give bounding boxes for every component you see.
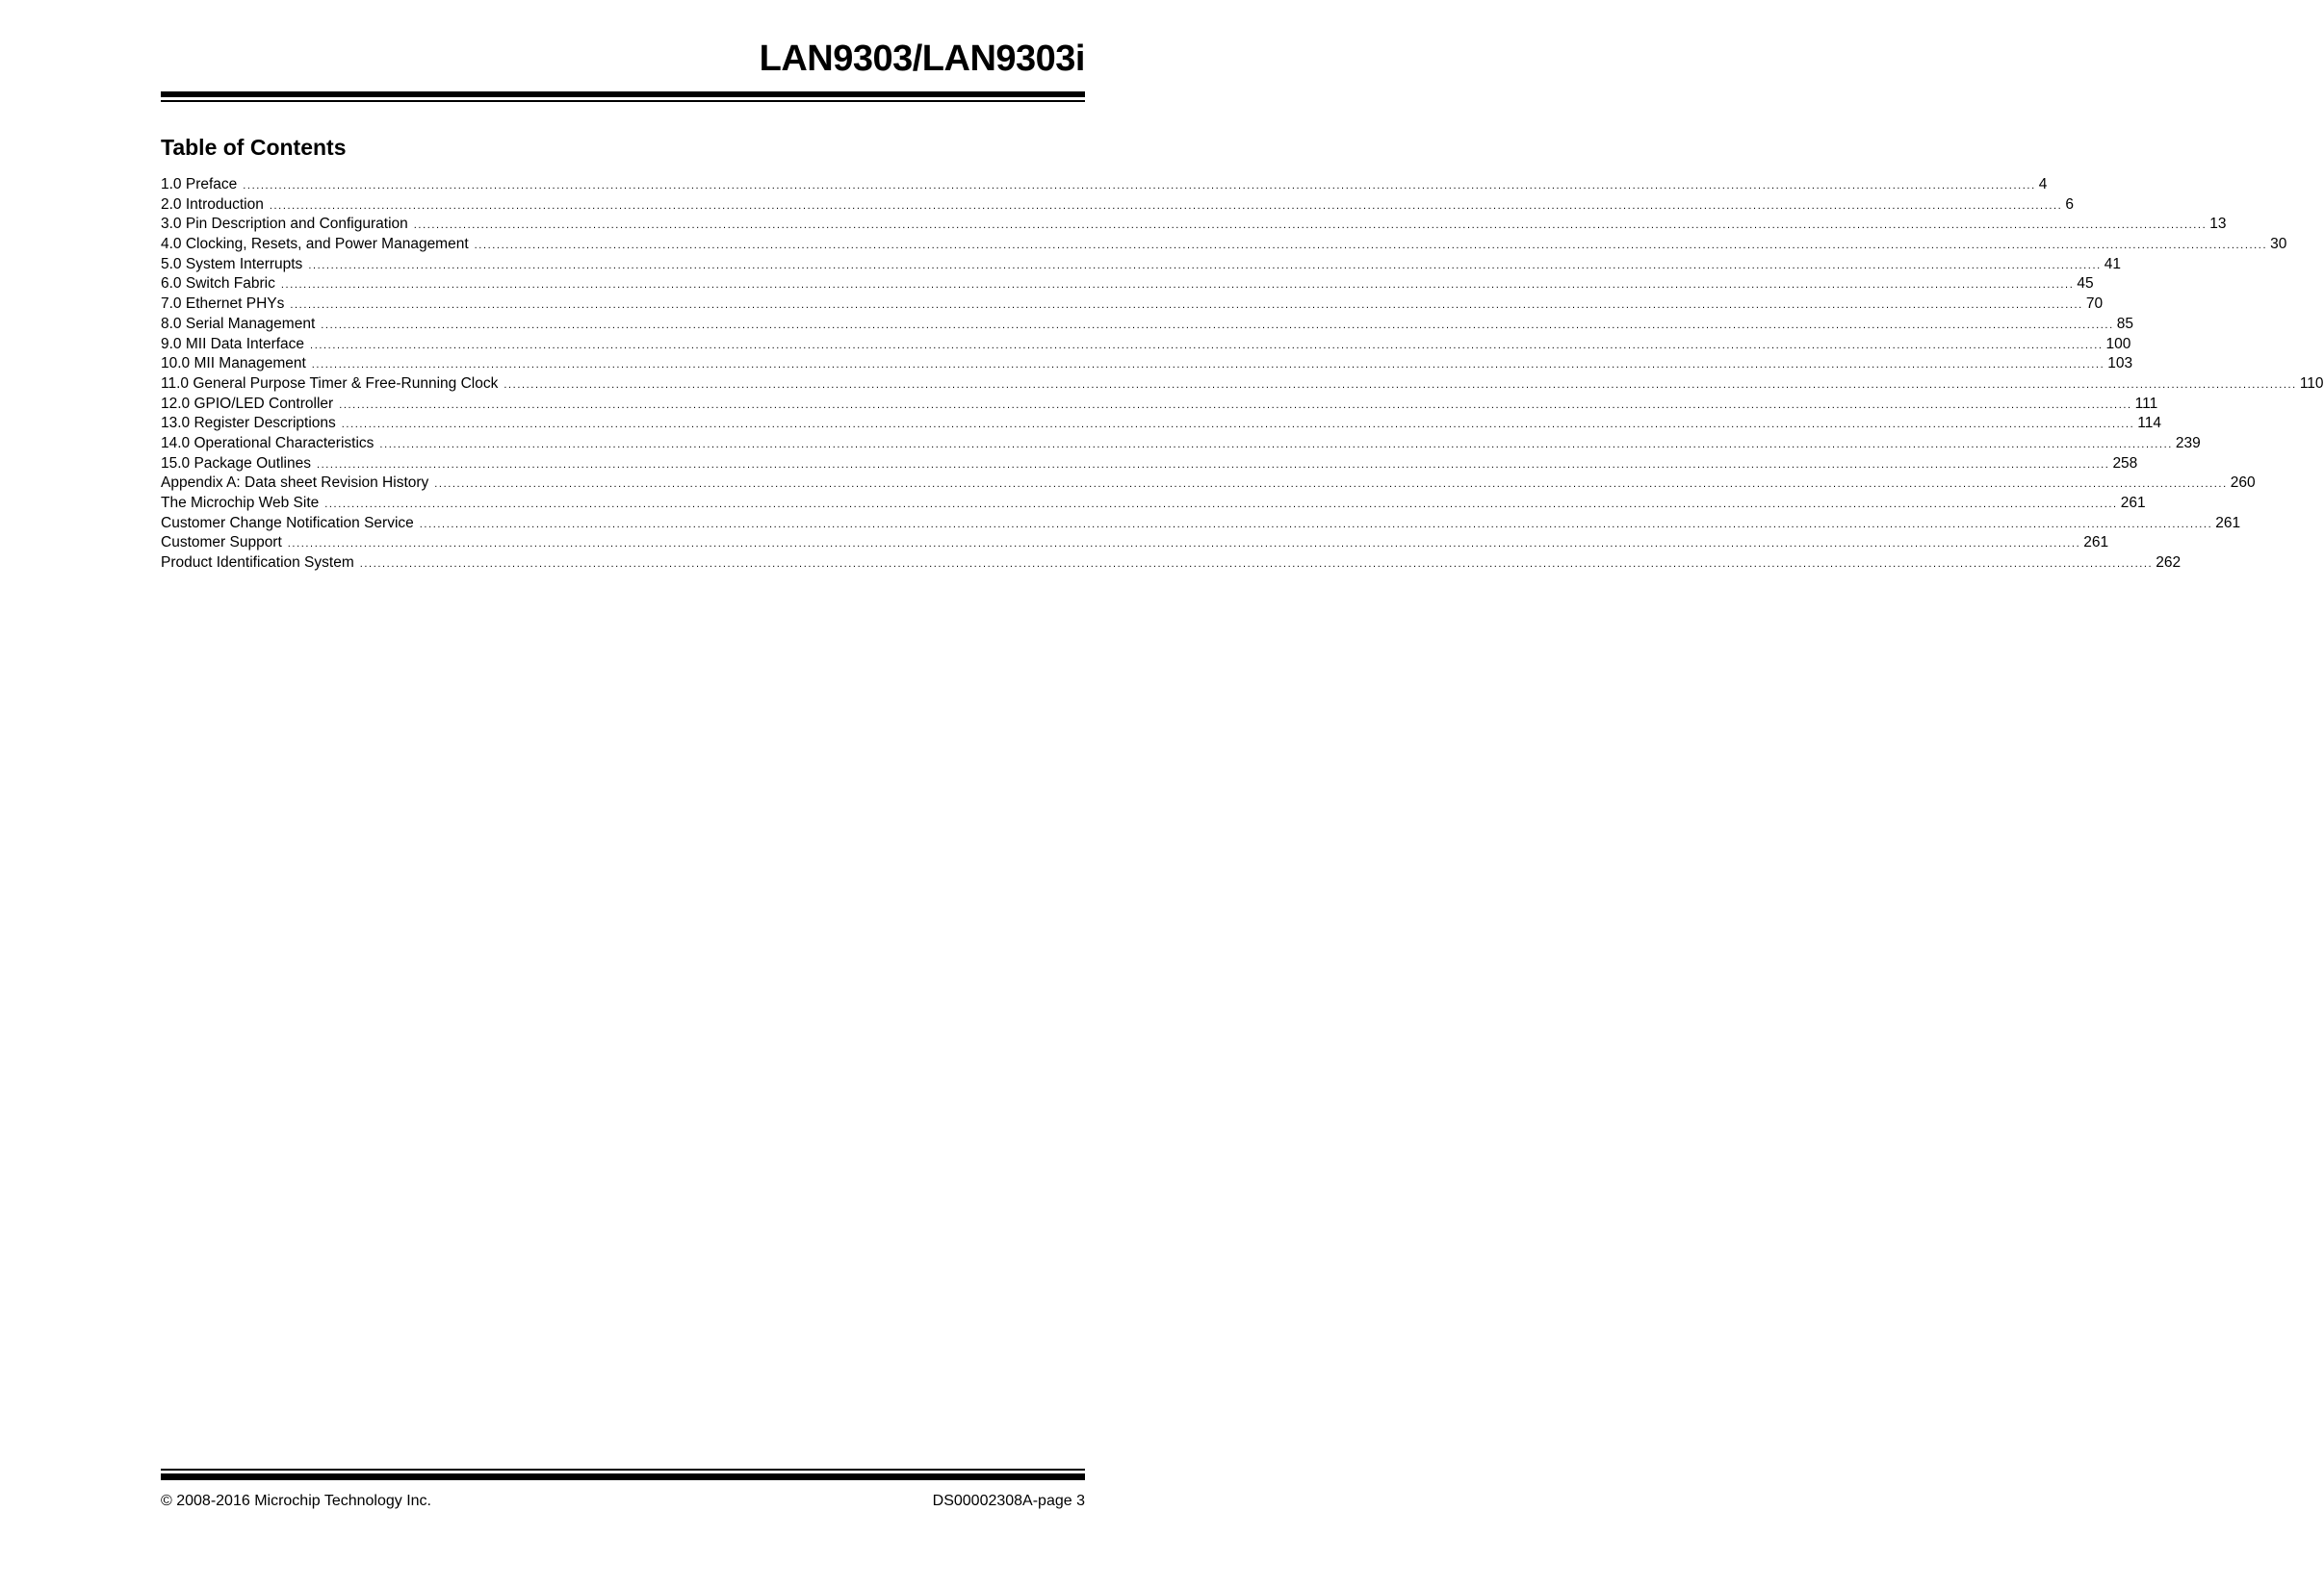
toc-entry-label: 11.0 General Purpose Timer & Free-Running Clock: [161, 374, 499, 392]
toc-entry-page: 261: [2083, 534, 2109, 551]
toc-entry-pin-description[interactable]: [161, 215, 2227, 235]
toc-entry-label: 7.0 Ethernet PHYs: [161, 295, 285, 313]
toc-dot-leader: ................................................................................................................................................................................................................................................................................................................................................................................................................: [339, 398, 2132, 411]
toc-entry-label: 15.0 Package Outlines: [161, 454, 311, 472]
toc-entry-page: 6: [2065, 195, 2074, 213]
toc-entry-label: 8.0 Serial Management: [161, 315, 316, 332]
toc-entry-register-descriptions[interactable]: [161, 414, 2161, 434]
toc-dot-leader: ................................................................................................................................................................................................................................................................................................................................................................................................................: [321, 319, 2114, 331]
footer-rule-thin: [161, 1469, 1085, 1471]
toc-entry-operational-characteristics[interactable]: [161, 434, 2201, 454]
toc-dot-leader: ................................................................................................................................................................................................................................................................................................................................................................................................................: [341, 419, 2135, 431]
toc-heading: Table of Contents: [161, 135, 347, 160]
toc-entry-label: 1.0 Preface: [161, 176, 238, 192]
toc-entry-system-interrupts[interactable]: [161, 255, 2122, 275]
toc-entry-mii-management[interactable]: [161, 354, 2133, 374]
toc-entry-page: 261: [2120, 495, 2146, 511]
toc-dot-leader: ................................................................................................................................................................................................................................................................................................................................................................................................................: [419, 518, 2213, 530]
footer-page-number: DS00002308A-page 3: [932, 1493, 1085, 1509]
toc-entry-page: 41: [2104, 255, 2122, 272]
toc-entry-page: 4: [2038, 176, 2048, 192]
toc-entry-page: 111: [2134, 395, 2158, 412]
toc-entry-page: 260: [2230, 474, 2256, 492]
toc-entry-mii-data-interface[interactable]: [161, 335, 2131, 355]
toc-entry-page: 100: [2105, 335, 2131, 352]
toc-entry-page: 70: [2085, 295, 2104, 313]
toc-dot-leader: ................................................................................................................................................................................................................................................................................................................................................................................................................: [413, 219, 2208, 232]
toc-entry-product-identification[interactable]: [161, 553, 2182, 574]
toc-entry-change-notification[interactable]: [161, 514, 2241, 534]
toc-entry-page: 261: [2215, 514, 2241, 531]
toc-entry-customer-support[interactable]: [161, 533, 2109, 553]
toc-entry-label: 2.0 Introduction: [161, 195, 264, 213]
toc-entry-page: 45: [2077, 275, 2094, 293]
toc-dot-leader: ................................................................................................................................................................................................................................................................................................................................................................................................................: [269, 199, 2063, 212]
toc-entry-label: 6.0 Switch Fabric: [161, 275, 275, 293]
toc-dot-leader: ................................................................................................................................................................................................................................................................................................................................................................................................................: [316, 458, 2110, 471]
toc-entry-timer-clock[interactable]: [161, 374, 2324, 395]
toc-entry-label: 5.0 System Interrupts: [161, 255, 303, 272]
toc-entry-clocking[interactable]: [161, 235, 2287, 255]
toc-entry-appendix-a[interactable]: [161, 474, 2256, 494]
toc-entry-page: 103: [2107, 355, 2133, 372]
toc-entry-ethernet-phys[interactable]: [161, 295, 2104, 315]
toc-entry-label: 14.0 Operational Characteristics: [161, 434, 374, 451]
toc-entry-label: 12.0 GPIO/LED Controller: [161, 395, 334, 412]
toc-entry-page: 258: [2112, 454, 2138, 472]
toc-entry-web-site[interactable]: [161, 494, 2146, 514]
header-rule-thin: [161, 100, 1085, 102]
toc-dot-leader: ................................................................................................................................................................................................................................................................................................................................................................................................................: [308, 259, 2102, 271]
toc-entry-label: Product Identification System: [161, 554, 354, 572]
toc-entry-label: 10.0 MII Management: [161, 355, 306, 372]
toc-entry-label: Appendix A: Data sheet Revision History: [161, 474, 429, 492]
toc-dot-leader: ................................................................................................................................................................................................................................................................................................................................................................................................................: [280, 279, 2075, 292]
toc-entry-page: 239: [2175, 434, 2201, 451]
toc-dot-leader: ................................................................................................................................................................................................................................................................................................................................................................................................................: [310, 339, 2104, 351]
toc-dot-leader: ................................................................................................................................................................................................................................................................................................................................................................................................................: [434, 478, 2228, 491]
toc-dot-leader: ................................................................................................................................................................................................................................................................................................................................................................................................................: [504, 378, 2297, 391]
toc-dot-leader: ................................................................................................................................................................................................................................................................................................................................................................................................................: [474, 240, 2268, 252]
footer-copyright: © 2008-2016 Microchip Technology Inc.: [161, 1493, 431, 1509]
toc-entry-package-outlines[interactable]: [161, 454, 2138, 474]
toc-entry-label: Customer Support: [161, 534, 282, 551]
toc-dot-leader: ................................................................................................................................................................................................................................................................................................................................................................................................................: [290, 299, 2083, 312]
toc-dot-leader: ................................................................................................................................................................................................................................................................................................................................................................................................................: [287, 538, 2081, 551]
toc-entry-page: 262: [2156, 554, 2182, 572]
toc-entry-gpio-led[interactable]: [161, 395, 2158, 415]
toc-entry-introduction[interactable]: [161, 195, 2074, 216]
footer-rule-thick: [161, 1473, 1085, 1480]
toc-list: [161, 175, 2324, 574]
toc-entry-serial-management[interactable]: [161, 315, 2133, 335]
toc-dot-leader: ................................................................................................................................................................................................................................................................................................................................................................................................................: [311, 359, 2105, 371]
toc-entry-page: 110: [2299, 374, 2324, 392]
document-title: LAN9303/LAN9303i: [759, 38, 1085, 79]
toc-entry-preface[interactable]: [161, 175, 2048, 195]
toc-dot-leader: ................................................................................................................................................................................................................................................................................................................................................................................................................: [324, 499, 2118, 510]
toc-entry-label: 3.0 Pin Description and Configuration: [161, 216, 408, 233]
toc-entry-page: 13: [2209, 216, 2227, 233]
toc-entry-page: 114: [2137, 415, 2161, 432]
toc-entry-label: The Microchip Web Site: [161, 495, 320, 511]
toc-dot-leader: ................................................................................................................................................................................................................................................................................................................................................................................................................: [359, 558, 2154, 571]
toc-entry-label: Customer Change Notification Service: [161, 514, 414, 531]
toc-entry-page: 85: [2116, 315, 2133, 332]
toc-dot-leader: ................................................................................................................................................................................................................................................................................................................................................................................................................: [243, 180, 2036, 192]
toc-entry-label: 4.0 Clocking, Resets, and Power Management: [161, 236, 469, 253]
toc-dot-leader: ................................................................................................................................................................................................................................................................................................................................................................................................................: [379, 438, 2173, 450]
toc-entry-label: 13.0 Register Descriptions: [161, 415, 336, 432]
toc-entry-label: 9.0 MII Data Interface: [161, 335, 305, 352]
header-rule-thick: [161, 91, 1085, 97]
toc-entry-page: 30: [2270, 236, 2287, 253]
toc-entry-switch-fabric[interactable]: [161, 274, 2094, 295]
